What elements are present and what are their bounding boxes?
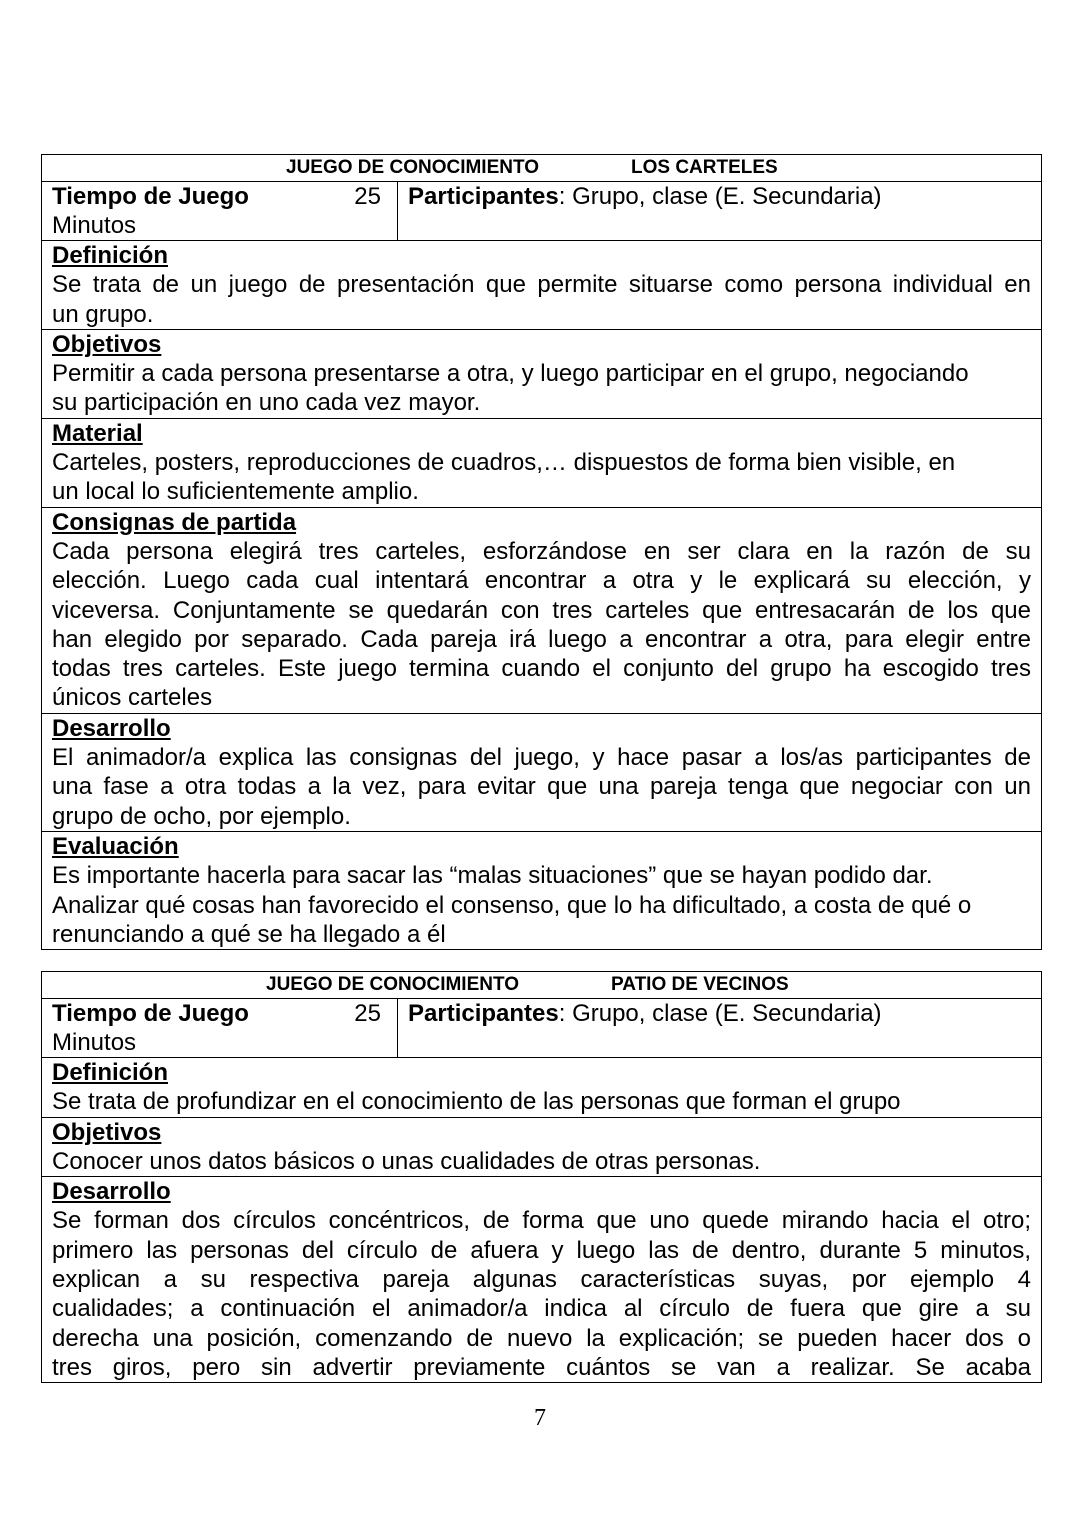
time-participants-row xyxy=(42,999,1041,1058)
section-title: Objetivos xyxy=(52,1118,162,1146)
section-text-line: Es importante hacerla para sacar las “malas situaciones” que se hayan podido dar. xyxy=(52,862,933,890)
section-text-line: todas tres carteles. Este juego termina cuando el conjunto del grupo ha escogido tres xyxy=(52,655,1031,683)
section-title: Evaluación xyxy=(52,832,179,860)
game-table-los-carteles xyxy=(41,154,1042,950)
section-definici-n xyxy=(42,241,1041,330)
section-text-line: un grupo. xyxy=(52,300,154,328)
participants-label: Participantes xyxy=(408,183,559,210)
section-title: Desarrollo xyxy=(52,1178,171,1206)
section-text-line: únicos carteles xyxy=(52,684,213,712)
game-name: PATIO DE VECINOS xyxy=(611,974,789,995)
section-text-line: Permitir a cada persona presentarse a otra, y luego participar en el grupo, negociando xyxy=(52,360,969,388)
time-label: Tiempo de Juego xyxy=(52,1000,249,1027)
section-title: Desarrollo xyxy=(52,714,171,742)
section-desarrollo xyxy=(42,1177,1041,1382)
sections xyxy=(42,1058,1041,1382)
section-text-line: explican a su respectiva pareja algunas características suyas, por ejemplo 4 xyxy=(52,1266,1031,1294)
game-time-cell xyxy=(42,999,398,1057)
section-title: Definición xyxy=(52,1059,169,1086)
time-label: Tiempo de Juego xyxy=(52,183,249,210)
section-objetivos xyxy=(42,1118,1041,1178)
section-title: Material xyxy=(52,419,143,447)
section-title: Objetivos xyxy=(52,330,162,358)
sections xyxy=(42,241,1041,949)
section-text-line: renunciando a qué se ha llegado a él xyxy=(52,920,446,948)
section-text-line: primero las personas del círculo de afuera y luego las de dentro, durante 5 minutos, xyxy=(52,1236,1031,1264)
page-number: 7 xyxy=(534,1405,546,1431)
section-text-line: Conocer unos datos básicos o unas cualidades de otras personas. xyxy=(52,1147,761,1175)
section-text-line: viceversa. Conjuntamente se quedarán con tres carteles que entresacarán de los que xyxy=(52,596,1031,624)
section-text-line: tres giros, pero sin advertir previamente cuántos se van a realizar. Se acaba xyxy=(52,1353,1031,1381)
section-text-line: una fase a otra todas a la vez, para evitar que una pareja tenga que negociar con un xyxy=(52,773,1031,801)
section-text-line: Se trata de profundizar en el conocimiento de las personas que forman el grupo xyxy=(52,1088,901,1116)
participants-value: : Grupo, clase (E. Secundaria) xyxy=(558,1000,882,1027)
game-time-cell xyxy=(42,182,398,240)
participants-cell xyxy=(398,182,882,240)
section-text-line: Se forman dos círculos concéntricos, de forma que uno quede mirando hacia el otro; xyxy=(52,1207,1031,1235)
section-text-line: cualidades; a continuación el animador/a indica al círculo de fuera que gire a su xyxy=(52,1295,1031,1323)
participants-cell xyxy=(398,999,882,1057)
section-text-line: Se trata de un juego de presentación que permite situarse como persona individual en xyxy=(52,271,1031,299)
section-text-line: un local lo suficientemente amplio. xyxy=(52,478,419,506)
game-name: LOS CARTELES xyxy=(631,157,778,178)
section-text-line: su participación en uno cada vez mayor. xyxy=(52,389,481,417)
section-consignas-de-partida xyxy=(42,508,1041,714)
section-text-line: elección. Luego cada cual intentará encontrar a otra y le explicará su elección, y xyxy=(52,567,1031,595)
section-text-line: grupo de ocho, por ejemplo. xyxy=(52,802,351,830)
time-value: 25 xyxy=(354,1000,381,1027)
participants-value: : Grupo, clase (E. Secundaria) xyxy=(558,183,882,210)
section-text-line: El animador/a explica las consignas del juego, y hace pasar a los/as participantes de xyxy=(52,744,1031,772)
section-title: Definición xyxy=(52,242,169,269)
time-participants-row xyxy=(42,182,1041,241)
game-table-patio-de-vecinos xyxy=(41,971,1042,1383)
section-material xyxy=(42,419,1041,508)
table-header xyxy=(42,155,1041,182)
section-text-line: derecha una posición, comenzando de nuevo la explicación; se pueden hacer dos o xyxy=(52,1324,1031,1352)
section-definici-n xyxy=(42,1058,1041,1118)
time-value: 25 xyxy=(354,183,381,210)
game-category: JUEGO DE CONOCIMIENTO xyxy=(286,157,540,178)
time-unit: Minutos xyxy=(52,1029,137,1056)
section-text-line: Analizar qué cosas han favorecido el consenso, que lo ha dificultado, a costa de qué o xyxy=(52,891,972,919)
table-header xyxy=(42,972,1041,999)
participants-label: Participantes xyxy=(408,1000,559,1027)
section-objetivos xyxy=(42,330,1041,419)
section-title: Consignas de partida xyxy=(52,508,297,536)
game-category: JUEGO DE CONOCIMIENTO xyxy=(266,974,520,995)
section-text-line: han elegido por separado. Cada pareja irá luego a encontrar a otra, para elegir entre xyxy=(52,625,1031,653)
time-unit: Minutos xyxy=(52,212,137,239)
section-text-line: Cada persona elegirá tres carteles, esforzándose en ser clara en la razón de su xyxy=(52,537,1031,565)
section-desarrollo xyxy=(42,714,1041,832)
section-text-line: Carteles, posters, reproducciones de cuadros,… dispuestos de forma bien visible, en xyxy=(52,449,956,477)
section-evaluaci-n xyxy=(42,832,1041,949)
